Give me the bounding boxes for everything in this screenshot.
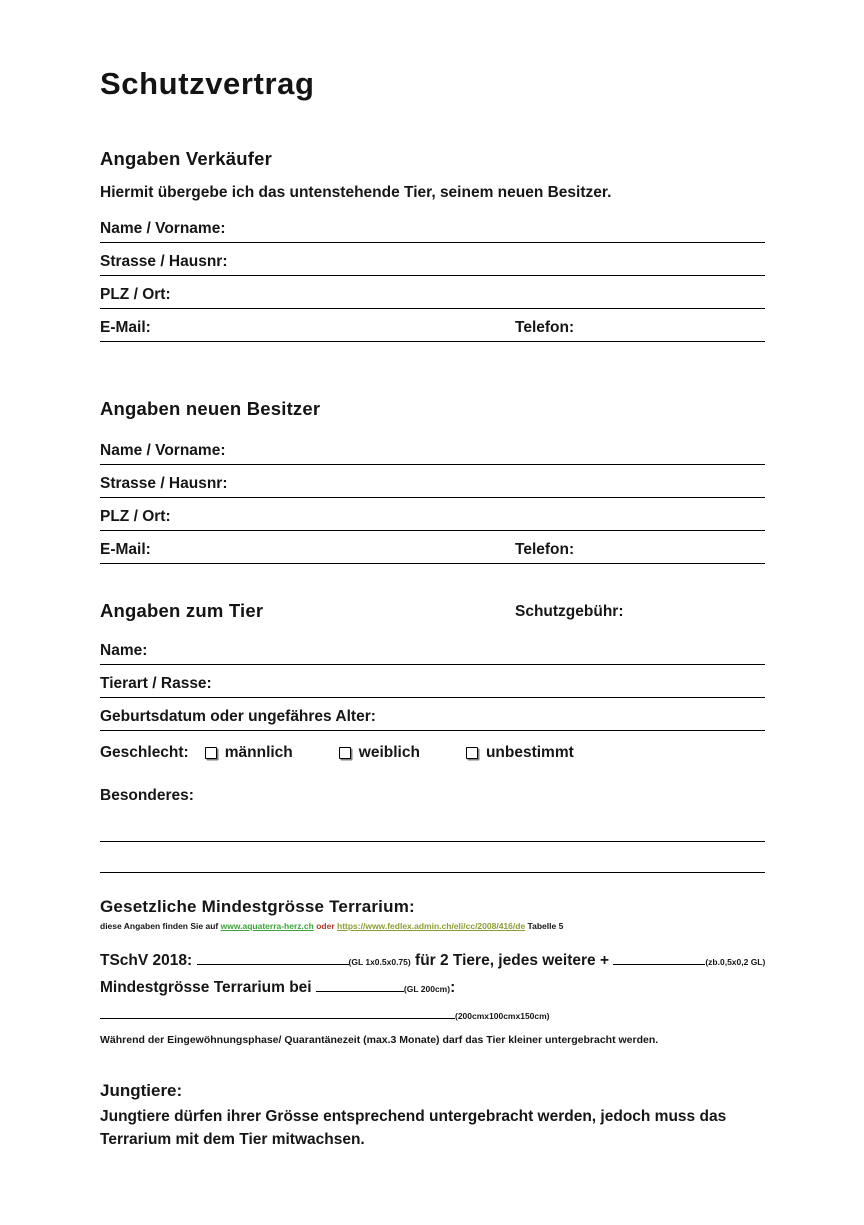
seller-email-label: E-Mail:: [100, 319, 151, 336]
owner-contact-row: [100, 531, 765, 564]
seller-phone-label: Telefon:: [515, 319, 575, 336]
seller-name-field[interactable]: [225, 220, 765, 238]
animal-species-row: [100, 665, 765, 698]
juveniles-heading: Jungtiere:: [100, 1081, 183, 1100]
page-title: Schutzvertrag: [100, 66, 315, 101]
fee-label: Schutzgebühr:: [515, 603, 624, 620]
tschv-line: [100, 948, 765, 975]
seller-street-label: Strasse / Hausnr:: [100, 253, 228, 270]
section-juveniles: [100, 1081, 765, 1151]
animal-heading-row: [100, 600, 765, 622]
animal-heading: Angaben zum Tier: [100, 600, 264, 621]
checkbox-weiblich[interactable]: [339, 744, 420, 762]
owner-street-row: [100, 465, 765, 498]
animal-age-row: [100, 698, 765, 731]
min-size-field[interactable]: [316, 979, 404, 992]
checkbox-maennlich-label: männlich: [224, 744, 293, 761]
owner-city-row: [100, 498, 765, 531]
section-terrarium: [100, 897, 765, 1047]
seller-heading: Angaben Verkäufer: [100, 148, 273, 169]
checkbox-unbestimmt-label: unbestimmt: [485, 744, 574, 761]
terrarium-source-note: [100, 920, 765, 932]
tschv-size-field[interactable]: [197, 952, 349, 965]
full-size-field[interactable]: [100, 1006, 455, 1019]
full-size-line: [100, 1002, 765, 1029]
animal-species-label: Tierart / Rasse:: [100, 675, 212, 692]
special-field-line-2[interactable]: [100, 842, 765, 873]
owner-phone-label: Telefon:: [515, 541, 575, 558]
tschv-size-note: (GL 1x0.5x0.75): [348, 957, 411, 967]
note-suffix: Tabelle 5: [527, 921, 564, 931]
owner-heading: Angaben neuen Besitzer: [100, 398, 321, 419]
tschv-mid-text: für 2 Tiere, jedes weitere +: [415, 952, 610, 969]
note-prefix: diese Angaben finden Sie auf: [100, 921, 219, 931]
owner-phone-field[interactable]: [458, 541, 765, 559]
terrarium-heading: Gesetzliche Mindestgrösse Terrarium:: [100, 897, 415, 916]
seller-contact-row: [100, 309, 765, 342]
tschv-label: TSchV 2018:: [100, 952, 193, 969]
juveniles-text: Jungtiere dürfen ihrer Grösse entsprechend untergebracht werden, jedoch muss das Terrarium mit dem Tier mitwachsen.: [100, 1108, 727, 1148]
checkbox-icon[interactable]: [339, 747, 351, 759]
aquaterra-link[interactable]: www.aquaterra-herz.ch: [220, 921, 314, 931]
checkbox-icon[interactable]: [205, 747, 217, 759]
animal-age-field[interactable]: [376, 708, 765, 726]
min-size-line: [100, 975, 765, 1002]
seller-intro-text: Hiermit übergebe ich das untenstehende Tier, seinem neuen Besitzer.: [100, 184, 612, 201]
min-size-label: Mindestgrösse Terrarium bei: [100, 979, 312, 996]
note-or: oder: [316, 921, 335, 931]
seller-city-field[interactable]: [171, 286, 765, 304]
seller-street-row: [100, 243, 765, 276]
special-field-line-1[interactable]: [100, 805, 765, 842]
checkbox-unbestimmt[interactable]: [466, 744, 574, 762]
seller-phone-field[interactable]: [458, 319, 765, 337]
owner-street-label: Strasse / Hausnr:: [100, 475, 228, 492]
owner-street-field[interactable]: [228, 475, 766, 493]
checkbox-icon[interactable]: [466, 747, 478, 759]
tschv-extra-field[interactable]: [613, 952, 705, 965]
quarantine-note: Während der Eingewöhnungsphase/ Quarantänezeit (max.3 Monate) darf das Tier kleiner untergebracht werden.: [100, 1034, 659, 1046]
min-size-note: (GL 200cm): [403, 984, 451, 994]
animal-species-field[interactable]: [212, 675, 765, 693]
section-seller: [100, 148, 765, 342]
owner-name-row: [100, 432, 765, 465]
fedlex-link[interactable]: https://www.fedlex.admin.ch/eli/cc/2008/416/de: [337, 921, 526, 931]
special-label: Besonderes:: [100, 787, 194, 804]
sex-label: Geschlecht:: [100, 744, 189, 761]
animal-name-label: Name:: [100, 642, 148, 659]
animal-name-field[interactable]: [147, 642, 765, 660]
owner-email-label: E-Mail:: [100, 541, 151, 558]
seller-city-label: PLZ / Ort:: [100, 286, 171, 303]
owner-city-label: PLZ / Ort:: [100, 508, 171, 525]
full-size-note: (200cmx100cmx150cm): [455, 1011, 550, 1021]
tschv-extra-note: (zb.0,5x0,2 GL): [705, 957, 766, 967]
owner-name-label: Name / Vorname:: [100, 442, 226, 459]
checkbox-weiblich-label: weiblich: [358, 744, 420, 761]
seller-name-label: Name / Vorname:: [100, 220, 226, 237]
min-size-colon: :: [450, 979, 456, 996]
section-owner: [100, 398, 765, 564]
section-animal: [100, 600, 765, 873]
owner-email-field[interactable]: [151, 541, 458, 559]
seller-name-row: [100, 210, 765, 243]
seller-email-field[interactable]: [151, 319, 458, 337]
checkbox-maennlich[interactable]: [205, 744, 293, 762]
owner-city-field[interactable]: [171, 508, 765, 526]
seller-city-row: [100, 276, 765, 309]
sex-row: [100, 744, 765, 762]
animal-name-row: [100, 632, 765, 665]
seller-street-field[interactable]: [228, 253, 766, 271]
owner-name-field[interactable]: [225, 442, 765, 460]
animal-age-label: Geburtsdatum oder ungefähres Alter:: [100, 708, 376, 725]
